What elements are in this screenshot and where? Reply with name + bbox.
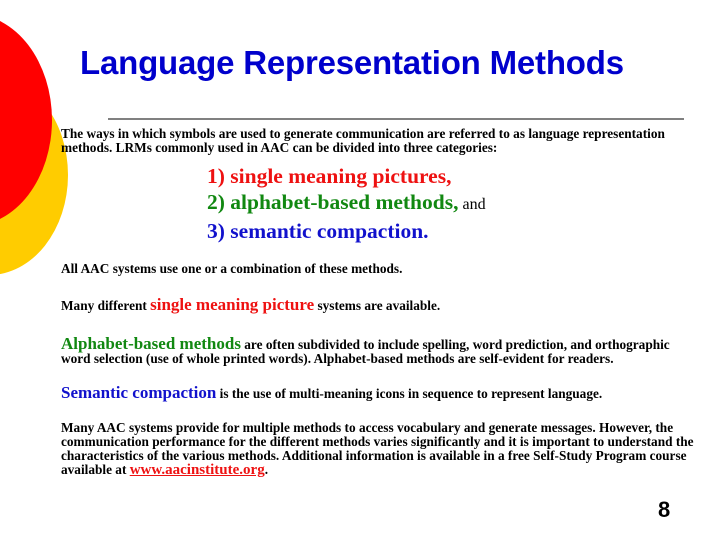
alphabet-based-paragraph (61, 334, 701, 366)
slide-body (61, 127, 701, 477)
page-number: 8 (658, 497, 671, 522)
category-text: 1) single meaning pictures, (207, 164, 452, 188)
category-item-3 (207, 218, 701, 244)
paragraph-end: . (264, 462, 269, 477)
category-item-1 (207, 163, 701, 189)
all-systems-paragraph: All AAC systems use one or a combination of these methods. (61, 261, 403, 276)
slide-title: Language Representation Methods (80, 44, 624, 81)
semantic-compaction-paragraph (61, 383, 701, 402)
paragraph-text: Many AAC systems provide for multiple methods to access vocabulary and generate messages. However, the communication performance for the different methods varies significantly and it is important to understand the characteristics of the various methods. Additional information is available in a free Self-Study Program course available at (61, 420, 694, 477)
intro-paragraph: The ways in which symbols are used to generate communication are referred to as language representation methods. LRMs commonly used in AAC can be divided into three categories: (61, 126, 665, 155)
single-meaning-paragraph (61, 295, 701, 314)
paragraph-suffix: are often subdivided to include spelling, word prediction, and orthographic word selection (use of whole printed words). Alphabet-based methods are self-evident for readers. (61, 337, 670, 366)
title-divider (108, 118, 684, 120)
highlight-alphabet-based-methods: Alphabet-based methods (61, 334, 241, 353)
category-text: 3) semantic compaction. (207, 219, 429, 243)
paragraph-suffix: systems are available. (314, 298, 441, 313)
category-suffix: and (458, 196, 486, 213)
category-list (207, 163, 701, 244)
final-paragraph (61, 421, 701, 477)
category-item-2 (207, 189, 701, 218)
aacinstitute-link[interactable]: www.aacinstitute.org (129, 462, 265, 478)
paragraph-suffix: is the use of multi-meaning icons in sequence to represent language. (216, 386, 603, 401)
highlight-semantic-compaction: Semantic compaction (61, 383, 217, 402)
highlight-single-meaning-picture: single meaning picture (150, 295, 315, 314)
paragraph-prefix: Many different (61, 298, 151, 313)
category-text: 2) alphabet-based methods, (207, 190, 459, 214)
